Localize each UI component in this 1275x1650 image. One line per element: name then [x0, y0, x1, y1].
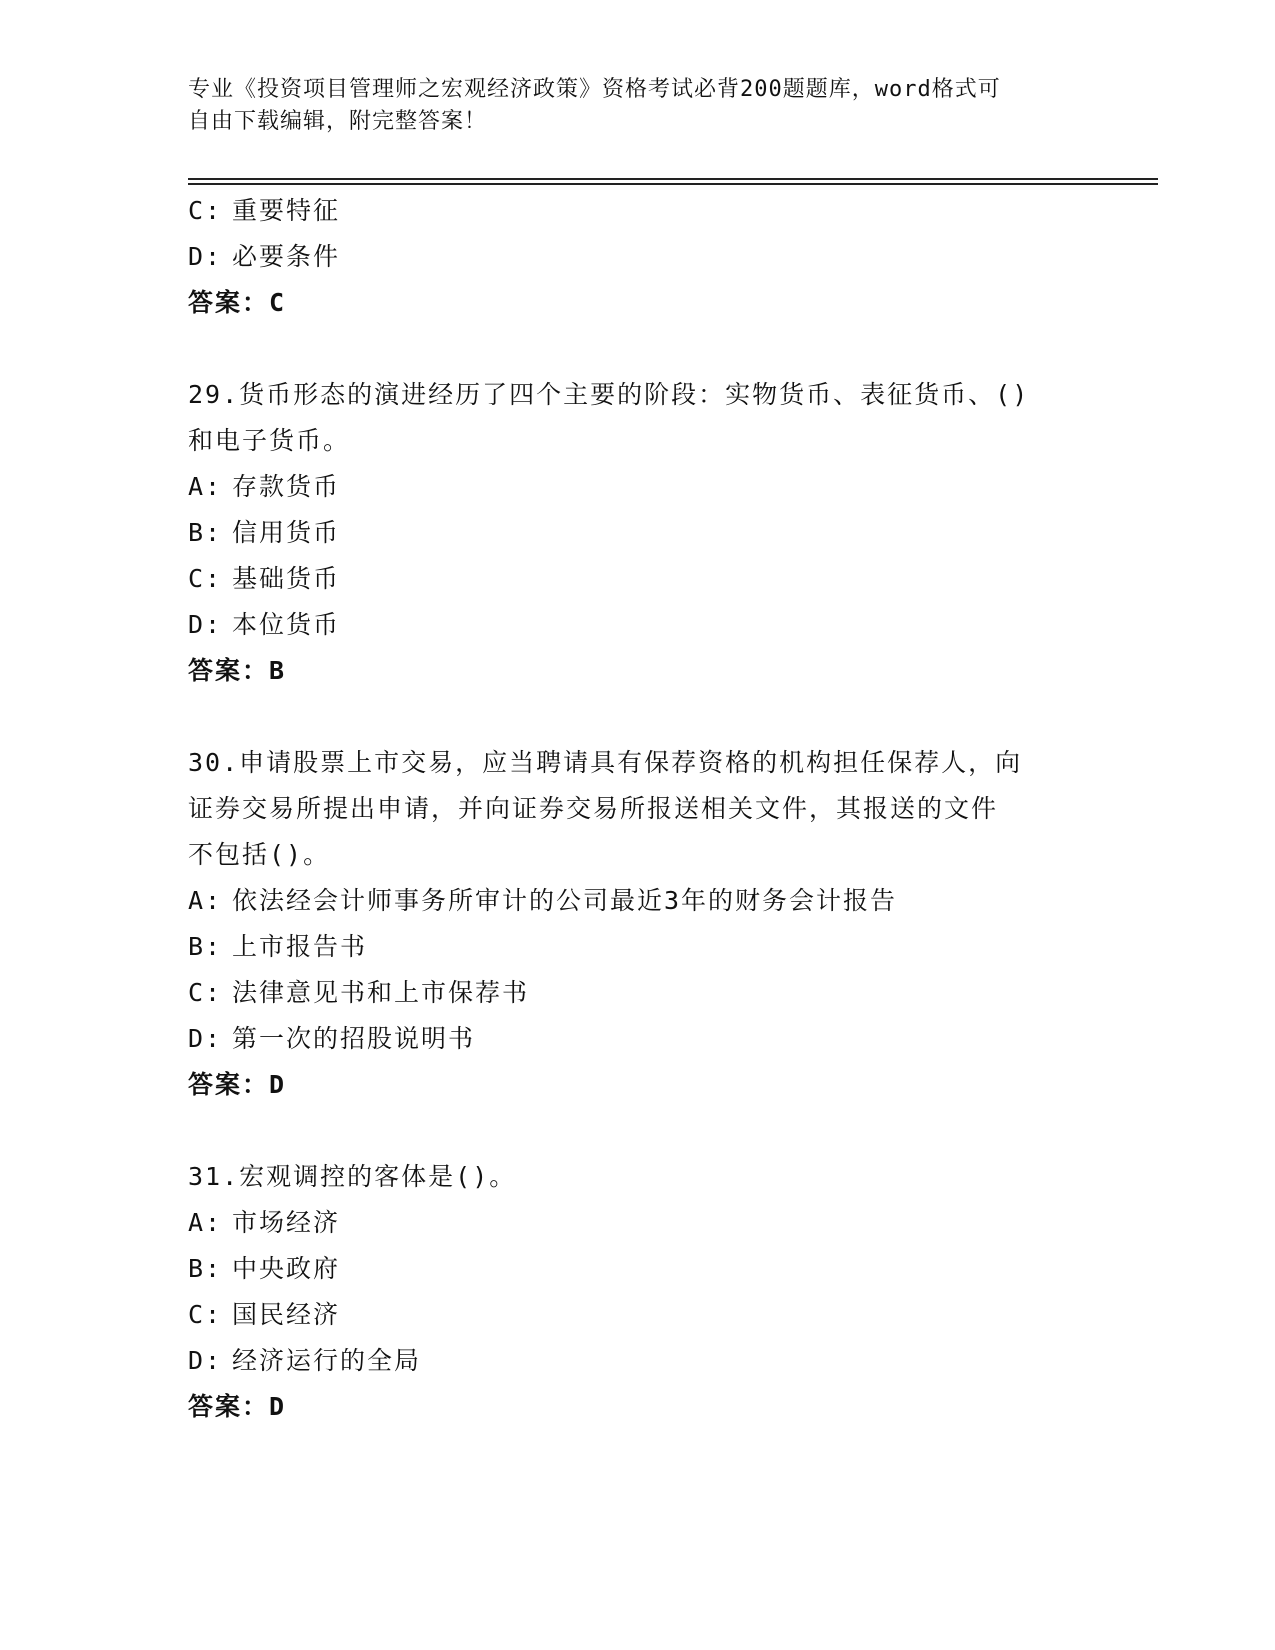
option-d	[188, 1338, 1088, 1384]
question-content	[188, 188, 1088, 1430]
option-text: 基础货币	[232, 564, 341, 593]
question-stem-line: 29.货币形态的演进经历了四个主要的阶段：实物货币、表征货币、()	[188, 380, 1030, 409]
option-text: 中央政府	[232, 1254, 341, 1283]
option-b	[188, 1246, 1088, 1292]
option-text: 必要条件	[232, 242, 341, 271]
option-text: 法律意见书和上市保荐书	[232, 978, 530, 1007]
option-letter: B:	[188, 1254, 223, 1283]
option-text: 上市报告书	[232, 932, 368, 961]
question-stem-line: 30.申请股票上市交易，应当聘请具有保荐资格的机构担任保荐人，向	[188, 748, 1023, 777]
option-c	[188, 188, 1088, 234]
question-31	[188, 1154, 1088, 1430]
answer-line: 答案：B	[188, 656, 287, 685]
question-stem-line: 31.宏观调控的客体是()。	[188, 1162, 517, 1191]
option-c	[188, 1292, 1088, 1338]
question-stem-line: 和电子货币。	[188, 426, 351, 455]
option-a	[188, 878, 1088, 924]
prev-question	[188, 188, 1088, 326]
option-text: 经济运行的全局	[232, 1346, 422, 1375]
option-letter: D:	[188, 610, 223, 639]
header-rule-bottom	[188, 183, 1158, 185]
option-letter: D:	[188, 1024, 223, 1053]
header-rule-top	[188, 178, 1158, 180]
option-a	[188, 1200, 1088, 1246]
option-a	[188, 464, 1088, 510]
option-text: 市场经济	[232, 1208, 341, 1237]
option-text: 第一次的招股说明书	[232, 1024, 476, 1053]
question-stem-line: 不包括()。	[188, 840, 331, 869]
answer-line: 答案：D	[188, 1392, 287, 1421]
option-text: 国民经济	[232, 1300, 341, 1329]
option-letter: B:	[188, 932, 223, 961]
option-letter: C:	[188, 564, 223, 593]
option-b	[188, 510, 1088, 556]
option-letter: C:	[188, 978, 223, 1007]
option-b	[188, 924, 1088, 970]
option-letter: A:	[188, 1208, 223, 1237]
option-letter: C:	[188, 196, 223, 225]
answer-line: 答案：C	[188, 288, 287, 317]
option-text: 本位货币	[232, 610, 341, 639]
option-text: 重要特征	[232, 196, 341, 225]
option-d	[188, 1016, 1088, 1062]
question-stem-line: 证券交易所提出申请，并向证券交易所报送相关文件，其报送的文件	[188, 794, 999, 823]
answer-line: 答案：D	[188, 1070, 287, 1099]
option-letter: A:	[188, 472, 223, 501]
option-c	[188, 556, 1088, 602]
option-text: 存款货币	[232, 472, 341, 501]
option-c	[188, 970, 1088, 1016]
option-d	[188, 602, 1088, 648]
option-d	[188, 234, 1088, 280]
spacer	[188, 1108, 1088, 1154]
option-letter: B:	[188, 518, 223, 547]
question-29	[188, 372, 1088, 694]
question-30	[188, 740, 1088, 1108]
option-text: 依法经会计师事务所审计的公司最近3年的财务会计报告	[232, 886, 898, 915]
option-letter: D:	[188, 242, 223, 271]
spacer	[188, 326, 1088, 372]
spacer	[188, 694, 1088, 740]
option-letter: A:	[188, 886, 223, 915]
option-text: 信用货币	[232, 518, 341, 547]
page-header	[188, 74, 1068, 138]
option-letter: C:	[188, 1300, 223, 1329]
header-line-2: 自由下载编辑，附完整答案！	[188, 109, 488, 134]
header-line-1: 专业《投资项目管理师之宏观经济政策》资格考试必背200题题库，word格式可	[188, 77, 1001, 102]
option-letter: D:	[188, 1346, 223, 1375]
